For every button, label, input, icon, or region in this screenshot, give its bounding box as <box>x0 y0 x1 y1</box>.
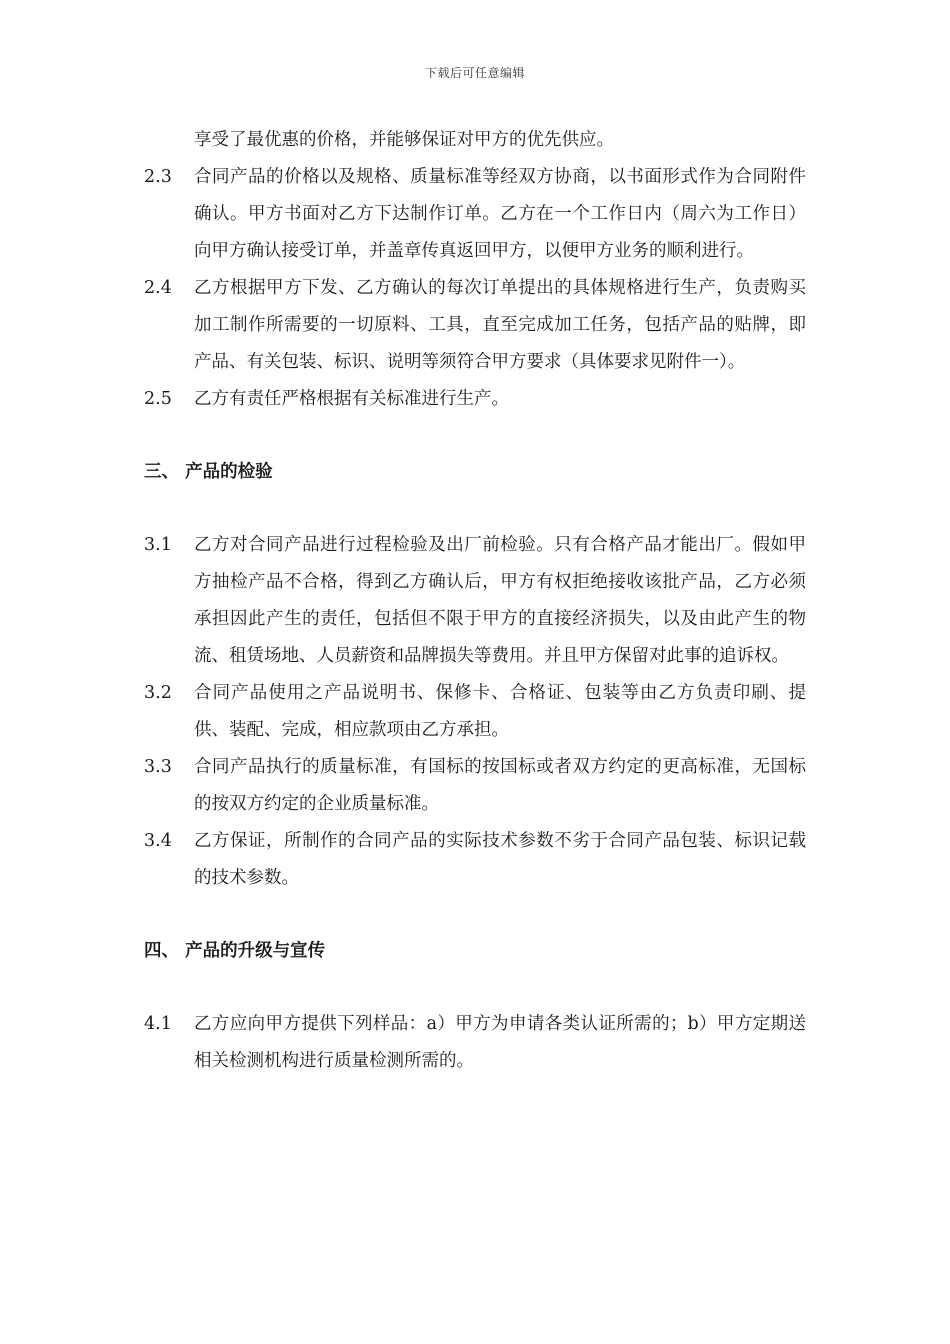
clause-text: 乙方保证，所制作的合同产品的实际技术参数不劣于合同产品包装、标识记载的技术参数。 <box>194 831 806 888</box>
clause-2-4 <box>144 270 806 381</box>
clause-number: 3.4 <box>144 831 172 851</box>
clause-number: 2.4 <box>144 278 172 298</box>
clause-number: 3.1 <box>144 535 172 555</box>
clause-3-3 <box>144 749 806 823</box>
clause-2-3 <box>144 159 806 270</box>
clause-number: 3.3 <box>144 757 172 777</box>
clause-3-4 <box>144 823 806 897</box>
clause-number: 3.2 <box>144 683 172 703</box>
clause-text: 合同产品使用之产品说明书、保修卡、合格证、包装等由乙方负责印刷、提供、装配、完成，相应款项由乙方承担。 <box>194 683 806 740</box>
clause-number: 2.5 <box>144 389 172 409</box>
clause-text: 合同产品的价格以及规格、质量标准等经双方协商，以书面形式作为合同附件确认。甲方书面对乙方下达制作订单。乙方在一个工作日内（周六为工作日）向甲方确认接受订单，并盖章传真返回甲方，以便甲方业务的顺利进行。 <box>194 167 806 261</box>
clause-4-1 <box>144 1006 806 1080</box>
clause-number: 4.1 <box>144 1014 172 1034</box>
clause-text: 合同产品执行的质量标准，有国标的按国标或者双方约定的更高标准，无国标的按双方约定的企业质量标准。 <box>194 757 806 814</box>
clause-text: 乙方有责任严格根据有关标准进行生产。 <box>194 389 509 409</box>
clause-number: 2.3 <box>144 167 172 187</box>
document-body <box>144 122 806 1080</box>
paragraph-continuation: 享受了最优惠的价格，并能够保证对甲方的优先供应。 <box>194 130 614 150</box>
page-header: 下载后可任意编辑 <box>424 66 525 80</box>
clause-2-5 <box>144 381 806 418</box>
clause-text: 乙方应向甲方提供下列样品：a）甲方为申请各类认证所需的；b）甲方定期送相关检测机构进行质量检测所需的。 <box>194 1014 806 1071</box>
section-heading-4: 四、 产品的升级与宣传 <box>144 941 326 961</box>
clause-text: 乙方根据甲方下发、乙方确认的每次订单提出的具体规格进行生产，负责购买加工制作所需要的一切原料、工具，直至完成加工任务，包括产品的贴牌，即产品、有关包装、标识、说明等须符合甲方要求（具体要求见附件一）。 <box>194 278 806 372</box>
section-heading-3: 三、 产品的检验 <box>144 462 273 482</box>
clause-3-1 <box>144 527 806 675</box>
clause-3-2 <box>144 675 806 749</box>
clause-text: 乙方对合同产品进行过程检验及出厂前检验。只有合格产品才能出厂。假如甲方抽检产品不合格，得到乙方确认后，甲方有权拒绝接收该批产品，乙方必须承担因此产生的责任，包括但不限于甲方的直接经济损失，以及由此产生的物流、租赁场地、人员薪资和品牌损失等费用。并且甲方保留对此事的追诉权。 <box>194 535 806 666</box>
